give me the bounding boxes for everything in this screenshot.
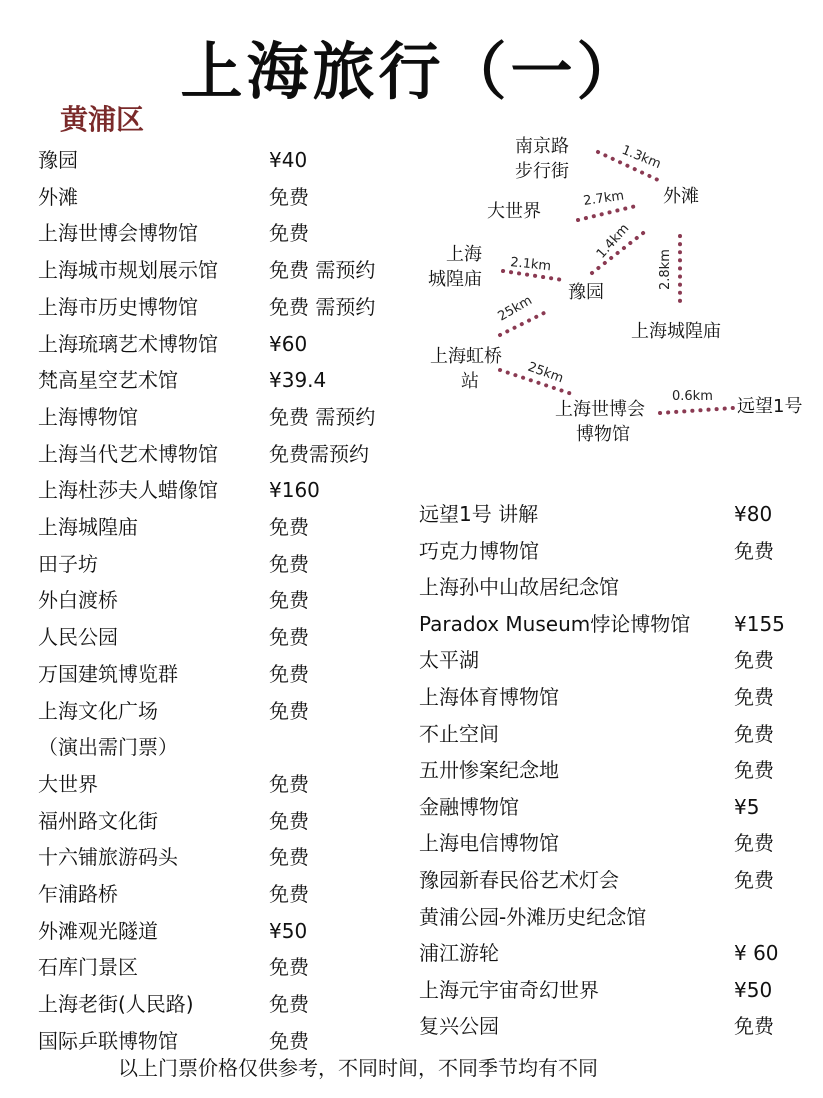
attraction-name: 乍浦路桥 bbox=[38, 882, 118, 906]
attraction-price: ¥160 bbox=[269, 478, 320, 503]
attraction-name: 上海杜莎夫人蜡像馆 bbox=[38, 478, 218, 503]
distance-label-dashijie-waitan: 2.7km bbox=[582, 188, 626, 209]
attraction-name: 上海文化广场 bbox=[38, 698, 158, 723]
page-title: 上海旅行（一） bbox=[180, 35, 643, 108]
attraction-price: 免费 bbox=[269, 625, 309, 650]
attraction-name: 不止空间 bbox=[419, 721, 499, 746]
attraction-name: 五卅惨案纪念地 bbox=[419, 758, 559, 783]
attraction-name: 国际乒联博物馆 bbox=[38, 1028, 178, 1053]
attraction-price: 免费 bbox=[734, 648, 774, 673]
attraction-name: 黄浦公园-外滩历史纪念馆 bbox=[419, 904, 647, 929]
attraction-name: Paradox Museum悖论博物馆 bbox=[419, 611, 691, 636]
footer-note: 以上门票价格仅供参考，不同时间，不同季节均有不同 bbox=[118, 1056, 598, 1080]
attraction-name: 十六铺旅游码头 bbox=[38, 845, 178, 870]
attraction-price: 免费 需预约 bbox=[269, 404, 376, 429]
node-expo-museum-2: 博物馆 bbox=[576, 424, 630, 445]
attraction-price: ¥ 60 bbox=[734, 941, 779, 966]
attraction-name: 外滩 bbox=[38, 184, 78, 209]
attraction-name: 福州路文化街 bbox=[38, 808, 158, 833]
attraction-price: 免费 bbox=[734, 685, 774, 709]
attraction-price: 免费 bbox=[269, 992, 309, 1017]
attraction-name: 上海孙中山故居纪念馆 bbox=[419, 575, 619, 600]
attraction-name: 上海体育博物馆 bbox=[419, 685, 559, 709]
distance-label-hongqiao-expo: 25km bbox=[525, 359, 566, 387]
attraction-name: 人民公园 bbox=[38, 625, 118, 650]
distance-label-expo-yuanwang: 0.6km bbox=[672, 389, 713, 404]
attraction-name: 金融博物馆 bbox=[419, 794, 519, 819]
attraction-name: 上海当代艺术博物馆 bbox=[38, 441, 218, 466]
attraction-name: 复兴公园 bbox=[419, 1014, 499, 1039]
attraction-price: 免费 bbox=[269, 955, 309, 980]
attraction-price: 免费 bbox=[734, 721, 774, 746]
attraction-price: 免费 bbox=[269, 588, 309, 613]
distance-label-waitan-chenghuang: 2.8km bbox=[658, 249, 673, 290]
attraction-name: 田子坊 bbox=[38, 551, 98, 576]
attraction-name: 石库门景区 bbox=[38, 955, 138, 980]
attraction-price: 免费 需预约 bbox=[269, 294, 376, 319]
distance-label-hongqiao-yuyuan: 25km bbox=[495, 293, 535, 325]
node-chenghuang-temple-2: 城隍庙 bbox=[428, 269, 482, 290]
attraction-price: 免费 bbox=[269, 184, 309, 209]
attraction-name: 远望1号 讲解 bbox=[419, 502, 539, 526]
node-yuyuan: 豫园 bbox=[568, 282, 604, 303]
attraction-name: 上海世博会博物馆 bbox=[38, 221, 198, 246]
attraction-name: 上海博物馆 bbox=[38, 404, 138, 429]
attraction-price: ¥155 bbox=[734, 611, 785, 636]
attraction-name: 上海元宇宙奇幻世界 bbox=[419, 977, 599, 1002]
route-expo-yuanwang bbox=[660, 408, 733, 413]
node-the-bund: 外滩 bbox=[663, 186, 699, 207]
attraction-price: 免费 bbox=[269, 771, 309, 796]
attraction-name: 豫园 bbox=[38, 148, 78, 172]
node-chenghuang-temple: 上海 bbox=[446, 244, 482, 265]
attraction-name: 上海城市规划展示馆 bbox=[38, 258, 218, 283]
attraction-name: 巧克力博物馆 bbox=[419, 538, 539, 563]
attraction-price: 免费 bbox=[269, 698, 309, 723]
attraction-price: ¥50 bbox=[734, 977, 773, 1002]
attraction-name: 外滩观光隧道 bbox=[38, 918, 158, 943]
attraction-name: 万国建筑博览群 bbox=[38, 661, 178, 686]
attraction-price: 免费 bbox=[734, 1014, 774, 1039]
attraction-price: ¥39.4 bbox=[269, 368, 327, 393]
attraction-name: 上海城隍庙 bbox=[38, 515, 138, 539]
attraction-price: ¥40 bbox=[269, 148, 308, 172]
attraction-price: ¥50 bbox=[269, 918, 308, 943]
node-hongqiao-station: 上海虹桥 bbox=[430, 346, 502, 367]
attraction-name: 上海老街(人民路) bbox=[38, 992, 194, 1017]
attraction-name: 上海电信博物馆 bbox=[419, 831, 559, 856]
attraction-price: 免费 bbox=[734, 538, 774, 563]
district-heading: 黄浦区 bbox=[60, 103, 145, 136]
node-expo-museum: 上海世博会 bbox=[555, 399, 645, 420]
distance-label-nanjing-waitan: 1.3km bbox=[619, 142, 664, 173]
node-yuanwang-1: 远望1号 bbox=[737, 396, 803, 417]
attraction-price: 免费 bbox=[269, 808, 309, 833]
node-nanjing-road-2: 步行街 bbox=[515, 161, 569, 182]
attraction-price: 免费 bbox=[734, 758, 774, 783]
attraction-name: 大世界 bbox=[38, 771, 98, 796]
node-chenghuang-temple-full: 上海城隍庙 bbox=[631, 321, 721, 342]
attraction-price: ¥80 bbox=[734, 502, 773, 526]
attraction-name: （演出需门票） bbox=[38, 735, 178, 760]
attraction-price: ¥5 bbox=[734, 794, 760, 819]
attraction-name: 太平湖 bbox=[419, 648, 479, 673]
attraction-name: 豫园新春民俗艺术灯会 bbox=[419, 868, 619, 892]
node-nanjing-road: 南京路 bbox=[515, 136, 569, 157]
attraction-price: 免费需预约 bbox=[269, 441, 369, 466]
attraction-name: 浦江游轮 bbox=[419, 941, 499, 966]
attraction-price: 免费 bbox=[269, 221, 309, 246]
distance-label-chenghuang-yuyuan: 2.1km bbox=[509, 255, 552, 275]
attraction-price: 免费 bbox=[269, 1028, 309, 1053]
attraction-price: ¥60 bbox=[269, 331, 308, 356]
route-map bbox=[415, 125, 815, 465]
attraction-name: 梵高星空艺术馆 bbox=[38, 368, 178, 393]
attraction-price: 免费 bbox=[269, 661, 309, 686]
attraction-price: 免费 bbox=[734, 831, 774, 856]
attraction-price: 免费 bbox=[269, 515, 309, 539]
distance-label-yuyuan-waitan: 1.4km bbox=[593, 221, 633, 262]
attraction-price: 免费 bbox=[269, 882, 309, 906]
attraction-price: 免费 bbox=[269, 845, 309, 870]
attraction-name: 外白渡桥 bbox=[38, 588, 118, 613]
attraction-name: 上海市历史博物馆 bbox=[38, 294, 198, 319]
attraction-price: 免费 需预约 bbox=[269, 258, 376, 283]
attraction-price: 免费 bbox=[269, 551, 309, 576]
attraction-price: 免费 bbox=[734, 868, 774, 892]
node-hongqiao-station-2: 站 bbox=[461, 371, 479, 392]
attraction-name: 上海琉璃艺术博物馆 bbox=[38, 331, 218, 356]
node-dashijie: 大世界 bbox=[487, 201, 541, 222]
